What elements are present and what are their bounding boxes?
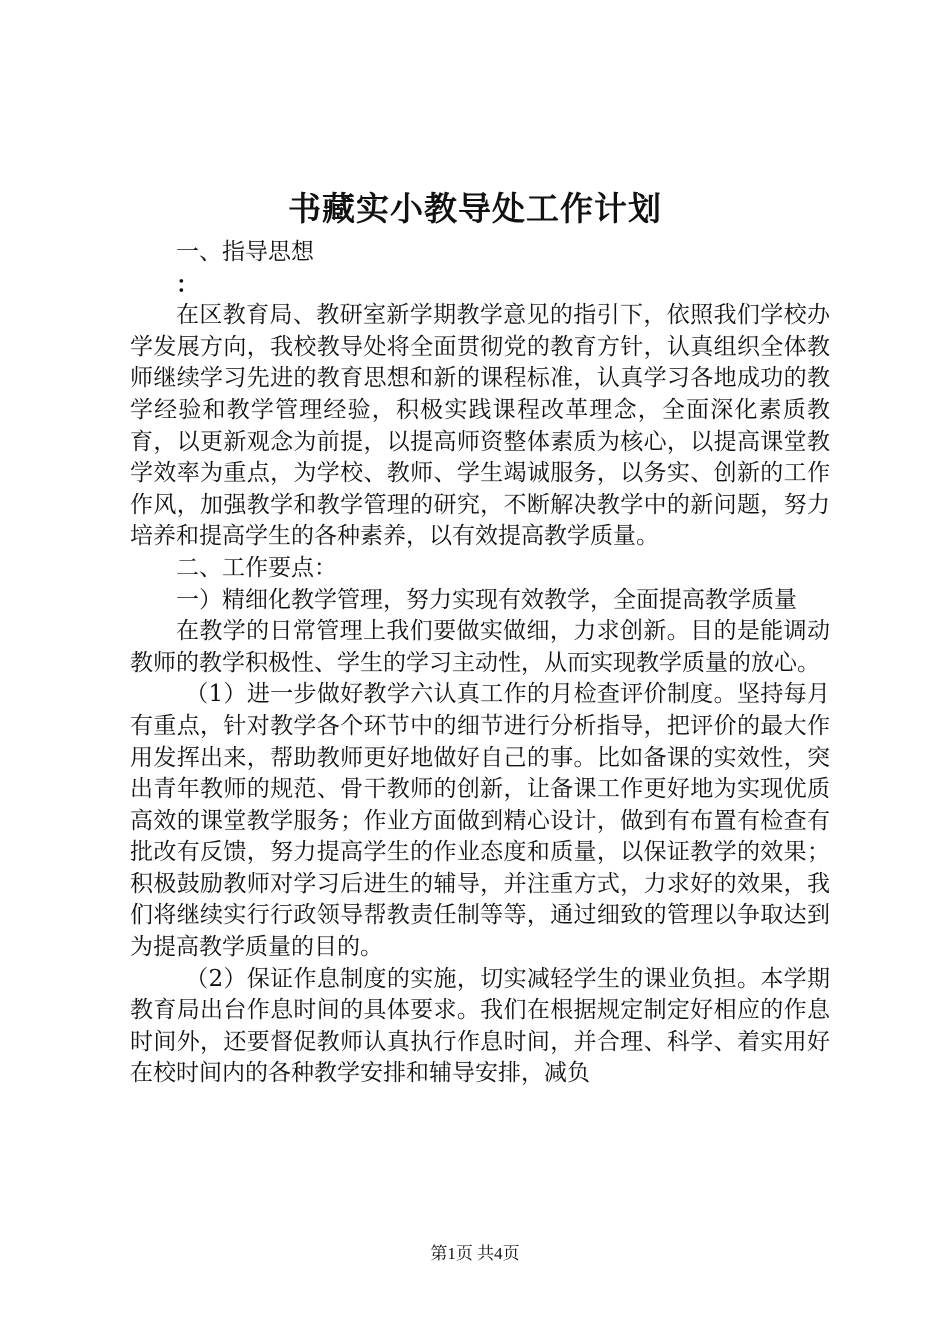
document-body: [130, 237, 830, 1090]
paragraph-item-2: （2）保证作息制度的实施，切实减轻学生的课业负担。本学期教育局出台作息时间的具体要求。我们在根据规定制定好相应的作息时间外，还要督促教师认真执行作息时间，并合理、科学、着实用好在校时间内的各种教学安排和辅导安排，减负: [130, 965, 830, 1087]
paragraph-item-1: （1）进一步做好教学六认真工作的月检查评价制度。坚持每月有重点，针对教学各个环节中的细节进行分析指导，把评价的最大作用发挥出来，帮助教师更好地做好自己的事。比如备课的实效性，突出青年教师的规范、骨干教师的创新，让备课工作更好地为实现优质高效的课堂教学服务；作业方面做到精心设计，做到有布置有检查有批改有反馈，努力提高学生的作业态度和质量，以保证教学的效果；积极鼓励教师对学习后进生的辅导，并注重方式，力求好的效果，我们将继续实行行政领导帮教责任制等等，通过细致的管理以争取达到为提高教学质量的目的。: [130, 681, 830, 961]
paragraph-daily-management: 在教学的日常管理上我们要做实做细，力求创新。目的是能调动教师的教学积极性、学生的学习主动性，从而实现教学质量的放心。: [130, 618, 830, 676]
subheading-teaching-management: 一）精细化教学管理，努力实现有效教学，全面提高教学质量: [176, 586, 797, 613]
section-heading-work-points: 二、工作要点：: [176, 554, 337, 581]
page-footer: 第1页 共4页: [430, 1244, 520, 1263]
colon-line: ：: [176, 270, 199, 298]
document-title: 书藏实小教导处工作计划: [288, 189, 662, 228]
paragraph-guiding-ideology: 在区教育局、教研室新学期教学意见的指引下，依照我们学校办学发展方向，我校教导处将全面贯彻党的教育方针，认真组织全体教师继续学习先进的教育思想和新的课程标准，认真学习各地成功的教学经验和教学管理经验，积极实践课程改革理念，全面深化素质教育，以更新观念为前提，以提高师资整体素质为核心，以提高课堂教学效率为重点，为学校、教师、学生竭诚服务，以务实、创新的工作作风，加强教学和教学管理的研究，不断解决教学中的新问题，努力培养和提高学生的各种素养，以有效提高教学质量。: [130, 302, 830, 550]
section-heading-guiding-ideology: 一、指导思想: [176, 239, 314, 265]
